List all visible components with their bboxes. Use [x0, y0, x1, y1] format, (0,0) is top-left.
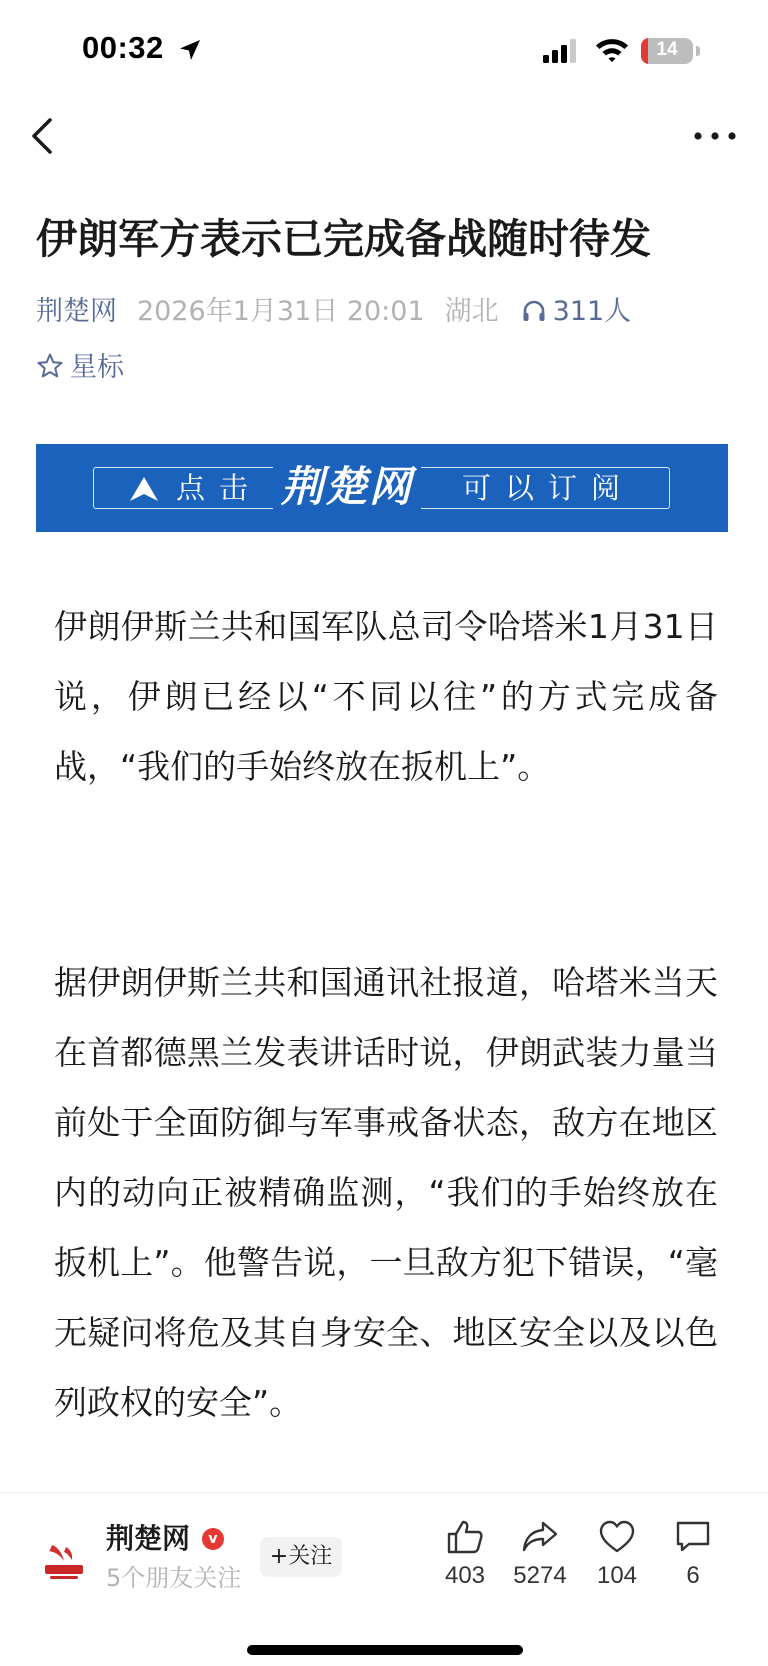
article-paragraph: 据伊朗伊斯兰共和国通讯社报道，哈塔米当天在首都德黑兰发表讲话时说，伊朗武装力量当前处于全面防御与军事戒备状态，敌方在地区内的动向正被精确监测，“我们的手始终放在扳机上”。他警告说，一旦敌方犯下错误，“毫无疑问将危及其自身安全、地区安全以及以色列政权的安全”。	[54, 963, 718, 1422]
verified-badge: v	[202, 1528, 224, 1550]
account-avatar[interactable]	[36, 1533, 92, 1589]
headphones-icon	[521, 298, 547, 324]
battery-cap	[696, 46, 700, 56]
banner-logo: 荆楚网	[273, 456, 421, 518]
favorite-count: 104	[596, 1562, 638, 1589]
article-meta	[36, 292, 631, 332]
back-button[interactable]	[24, 112, 64, 160]
banner-text-right: 可以订阅	[462, 471, 635, 505]
like-count: 403	[444, 1562, 486, 1589]
cellular-signal-icon	[543, 39, 583, 63]
location-arrow-icon	[178, 38, 202, 62]
like-button[interactable]	[430, 1519, 500, 1591]
share-count: 5274	[513, 1562, 567, 1589]
favorite-button[interactable]	[582, 1519, 652, 1591]
region-label: 湖北	[444, 296, 499, 327]
account-name[interactable]: 荆楚网	[106, 1522, 191, 1555]
comment-icon	[674, 1519, 712, 1555]
account-logo-icon	[36, 1533, 92, 1589]
share-button[interactable]	[505, 1519, 575, 1591]
heart-icon	[598, 1519, 636, 1555]
star-button[interactable]	[36, 348, 124, 388]
listener-count: 311人	[552, 296, 632, 327]
follow-button[interactable]: +关注	[260, 1537, 342, 1577]
banner-text-left: 点击	[176, 471, 263, 505]
battery-icon	[641, 38, 693, 64]
comment-button[interactable]	[658, 1519, 728, 1591]
star-icon	[36, 352, 64, 380]
article-paragraph: 伊朗伊斯兰共和国军队总司令哈塔米1月31日说，伊朗已经以“不同以往”的方式完成备战，“我们的手始终放在扳机上”。	[54, 607, 718, 786]
source-link[interactable]: 荆楚网	[36, 296, 117, 327]
comment-count: 6	[686, 1562, 700, 1589]
more-options-button[interactable]	[690, 118, 740, 154]
more-dots-icon	[690, 118, 740, 154]
publish-date: 2026年1月31日 20:01	[137, 296, 425, 327]
thumbs-up-icon	[446, 1519, 484, 1555]
home-indicator	[247, 1645, 523, 1655]
bottom-action-bar	[0, 1492, 768, 1666]
subscribe-banner[interactable]	[36, 444, 728, 532]
friends-following-text: 5个朋友关注	[106, 1564, 242, 1592]
status-time: 00:32	[82, 30, 164, 65]
star-label: 星标	[70, 352, 124, 383]
article-title: 伊朗军方表示已完成备战随时待发	[36, 215, 651, 263]
arrow-up-icon	[128, 475, 160, 503]
listen-button[interactable]	[521, 296, 632, 327]
chevron-left-icon	[24, 112, 64, 160]
banner-frame	[93, 462, 670, 511]
share-icon	[521, 1519, 559, 1555]
status-bar	[0, 0, 768, 100]
wifi-icon	[595, 37, 629, 63]
battery-level-text: 14	[656, 39, 678, 60]
